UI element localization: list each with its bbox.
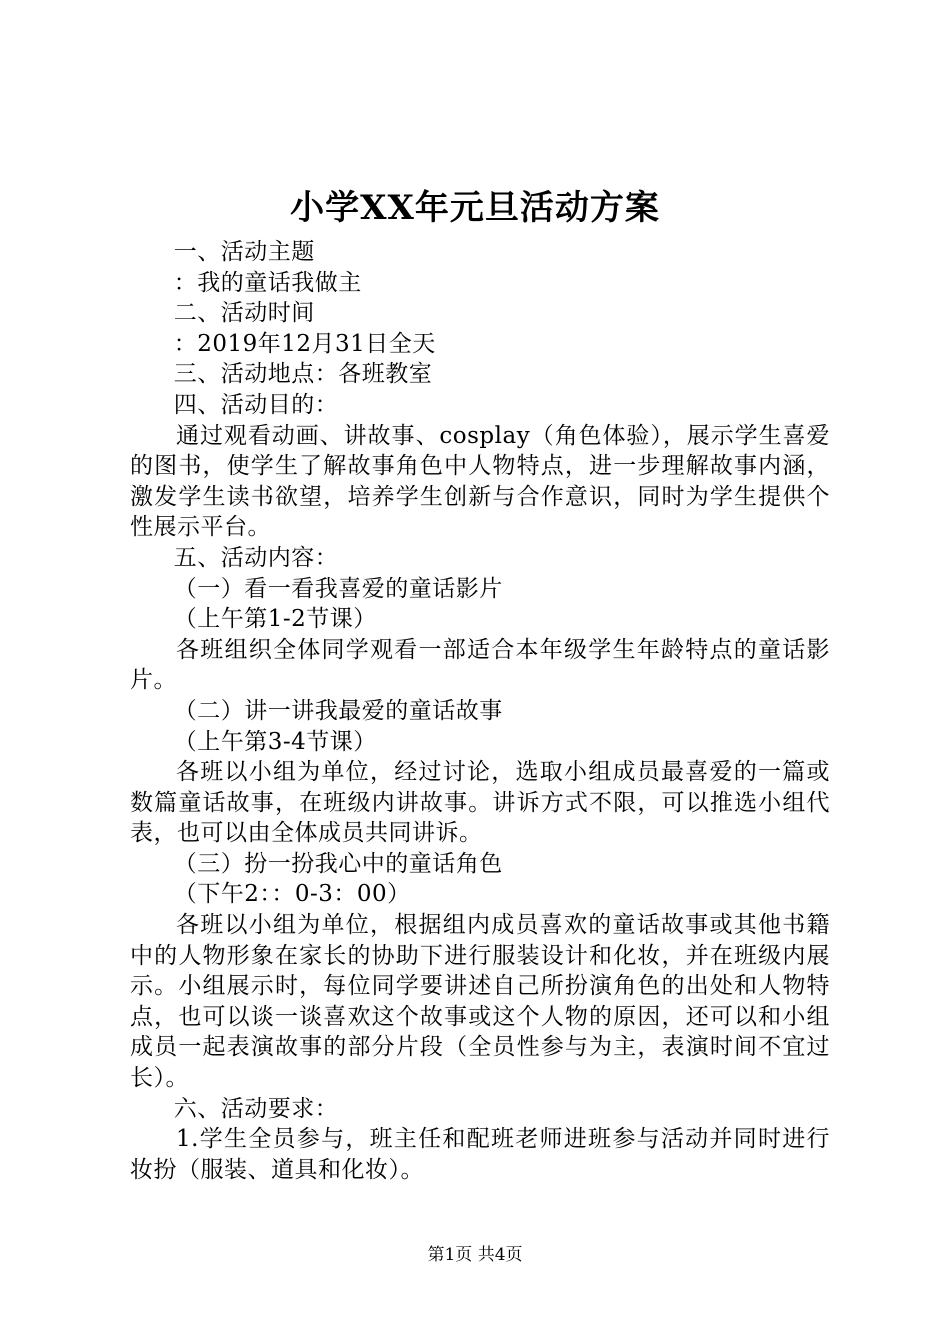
requirement-item-1: 1.学生全员参与，班主任和配班老师进班参与活动并同时进行妆扮（服装、道具和化妆）。 [130, 1126, 830, 1183]
section-heading-location: 三、活动地点：各班教室 [173, 361, 433, 388]
subsection-heading-2: （二）讲一讲我最爱的童话故事 [173, 697, 503, 724]
subsection-time-1: （上午第1-2节课） [173, 606, 377, 633]
theme-text: ：我的童话我做主 [173, 269, 362, 296]
section-heading-requirements: 六、活动要求： [173, 1095, 339, 1122]
section-heading-content: 五、活动内容： [173, 544, 339, 571]
section-heading-theme: 一、活动主题 [173, 239, 315, 265]
subsection-paragraph-1: 各班组织全体同学观看一部适合本年级学生年龄特点的童话影片。 [130, 636, 830, 694]
time-text: ：2019年12月31日全天 [173, 330, 436, 357]
section-heading-time: 二、活动时间 [173, 300, 315, 327]
subsection-paragraph-2: 各班以小组为单位，经过讨论，选取小组成员最喜爱的一篇或数篇童话故事，在班级内讲故事。讲诉方式不限，可以推选小组代表，也可以由全体成员共同讲诉。 [130, 759, 830, 847]
page-footer: 第1页 共4页 [427, 1245, 523, 1265]
page-title: 小学XX年元旦活动方案 [290, 188, 660, 228]
subsection-paragraph-3: 各班以小组为单位，根据组内成员喜欢的童话故事或其他书籍中的人物形象在家长的协助下进行服装设计和化妆，并在班级内展示。小组展示时，每位同学要讲述自己所扮演角色的出处和人物特点，也可以谈一谈喜欢这个故事或这个人物的原因，还可以和小组成员一起表演故事的部分片段（全员性参与为主，表演时间不宜过长）。 [130, 912, 830, 1092]
subsection-heading-3: （三）扮一扮我心中的童话角色 [173, 850, 503, 877]
subsection-time-3: （下午2：：0-3：00） [173, 881, 411, 908]
subsection-time-2: （上午第3-4节课） [173, 728, 377, 755]
section-heading-purpose: 四、活动目的： [173, 391, 339, 418]
document-body [130, 237, 830, 1185]
subsection-heading-1: （一）看一看我喜爱的童话影片 [173, 575, 503, 602]
purpose-paragraph: 通过观看动画、讲故事、cosplay（角色体验），展示学生喜爱的图书，使学生了解故事角色中人物特点，进一步理解故事内涵，激发学生读书欲望，培养学生创新与合作意识，同时为学生提供个性展示平台。 [130, 422, 830, 541]
